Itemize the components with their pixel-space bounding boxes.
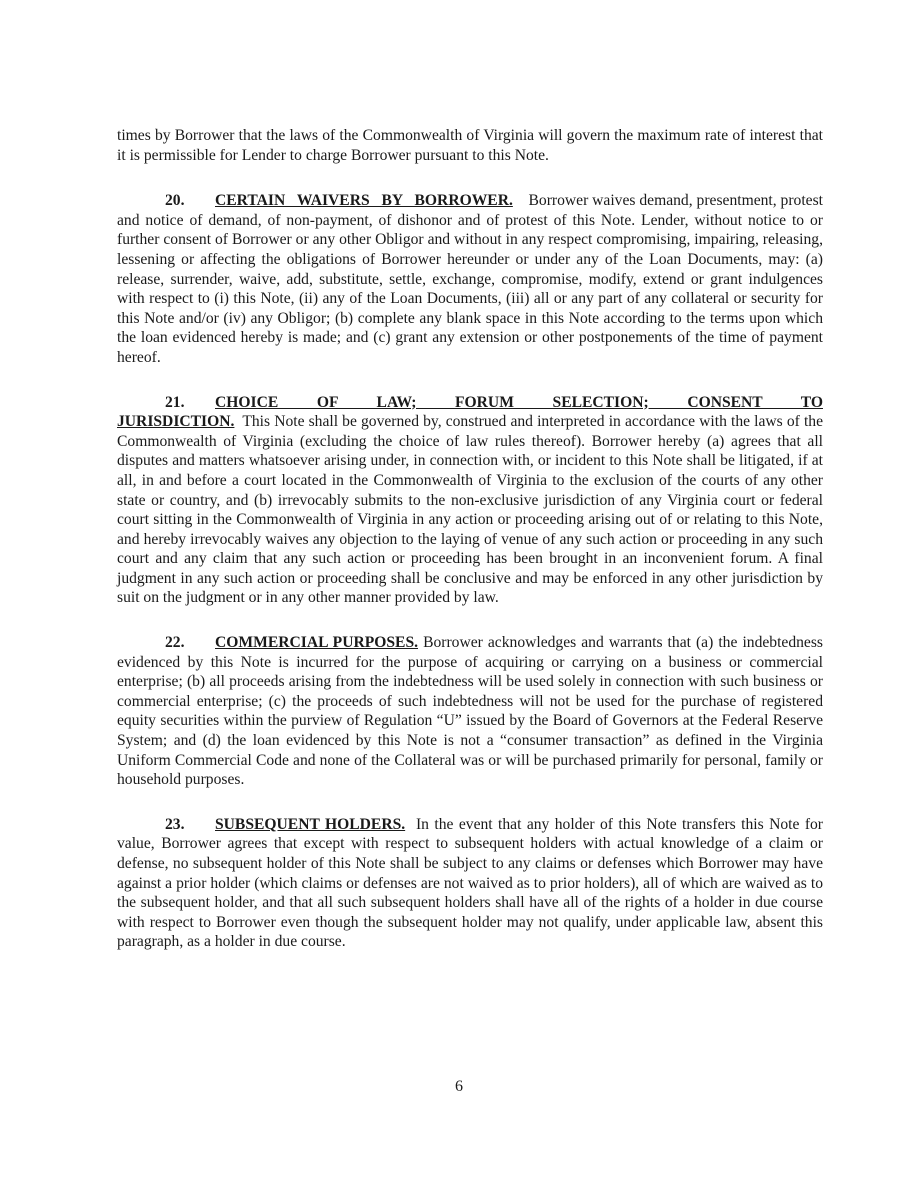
section-body: In the event that any holder of this Note transfers this Note for value, Borrower agrees that except with respect to subsequent holders with actual knowledge of a claim or defense, no subsequent holder of this Note shall be subject to any claims or defenses which Borrower may have against a prior holder (which claims or defenses are not waived as to prior holders), all of which are waived as to the subsequent holder, and that all such subsequent holders shall have all of the rights of a holder in due course with respect to Borrower even though the subsequent holder may not qualify, under applicable law, absent this paragraph, as a holder in due course. [117, 815, 824, 951]
section-22 [117, 633, 823, 790]
section-21 [117, 393, 823, 609]
section-heading: CERTAIN WAIVERS BY BORROWER. [215, 192, 513, 210]
section-body: Borrower acknowledges and warrants that (a) the indebtedness evidenced by this Note is incurred for the purpose of acquiring or carrying on a business or commercial enterprise; (b) all proceeds arising from the indebtedness will be used solely in connection with such business or commercial enterprise; (c) the proceeds of such indebtedness will not be used for the purchase of registered equity securities within the purview of Regulation “U” issued by the Board of Governors at the Federal Reserve System; and (d) the loan evidenced by this Note is not a “consumer transaction” as defined in the Virginia Uniform Commercial Code and none of the Collateral was or will be purchased primarily for personal, family or household purposes. [117, 634, 823, 789]
section-number: 22. [165, 634, 185, 652]
section-number: 23. [165, 815, 185, 833]
intro-paragraph: times by Borrower that the laws of the Commonwealth of Virginia will govern the maximum rate of interest that it is permissible for Lender to charge Borrower pursuant to this Note. [117, 127, 823, 164]
section-body: Borrower waives demand, presentment, protest and notice of demand, of non-payment, of dishonor and of protest of this Note. Lender, without notice to or further consent of Borrower or any other Obligor and without in any respect compromising, impairing, releasing, lessening or affecting the obligations of Borrower hereunder or under any of the Loan Documents, may: (a) release, surrender, waive, add, substitute, settle, exchange, compromise, modify, extend or grant indulgences with respect to (i) this Note, (ii) any of the Loan Documents, (iii) all or any part of any collateral or security for this Note and/or (iv) any Obligor; (b) complete any blank space in this Note according to the terms upon which the loan evidenced hereby is made; and (c) grant any extension or other postponements of the time of payment hereof. [117, 192, 823, 366]
section-20 [117, 191, 823, 367]
section-number: 21. [165, 393, 185, 411]
section-heading: COMMERCIAL PURPOSES. [215, 634, 419, 652]
section-heading: CHOICE OF LAW; FORUM SELECTION; CONSENT TO JURISDICTION. [117, 393, 823, 431]
document-body [117, 126, 823, 977]
section-23 [117, 815, 823, 952]
section-number: 20. [165, 192, 185, 210]
section-heading: SUBSEQUENT HOLDERS. [215, 815, 406, 833]
section-body: This Note shall be governed by, construed and interpreted in accordance with the laws of the Commonwealth of Virginia (excluding the choice of law rules thereof). Borrower hereby (a) agrees that all disputes and matters whatsoever arising under, in connection with, or incident to this Note shall be litigated, if at all, in and before a court located in the Commonwealth of Virginia to the exclusion of the courts of any other state or country, and (b) irrevocably submits to the non-exclusive jurisdiction of any Virginia court or federal court sitting in the Commonwealth of Virginia in any action or proceeding arising out of or relating to this Note, and hereby irrevocably waives any objection to the laying of venue of any such action or proceeding in any such court and any claim that any such action or proceeding has been brought in an inconvenient forum. A final judgment in any such action or proceeding shall be conclusive and may be enforced in any other jurisdiction by suit on the judgment or in any other manner provided by law. [117, 413, 823, 607]
page-number: 6 [455, 1078, 463, 1095]
